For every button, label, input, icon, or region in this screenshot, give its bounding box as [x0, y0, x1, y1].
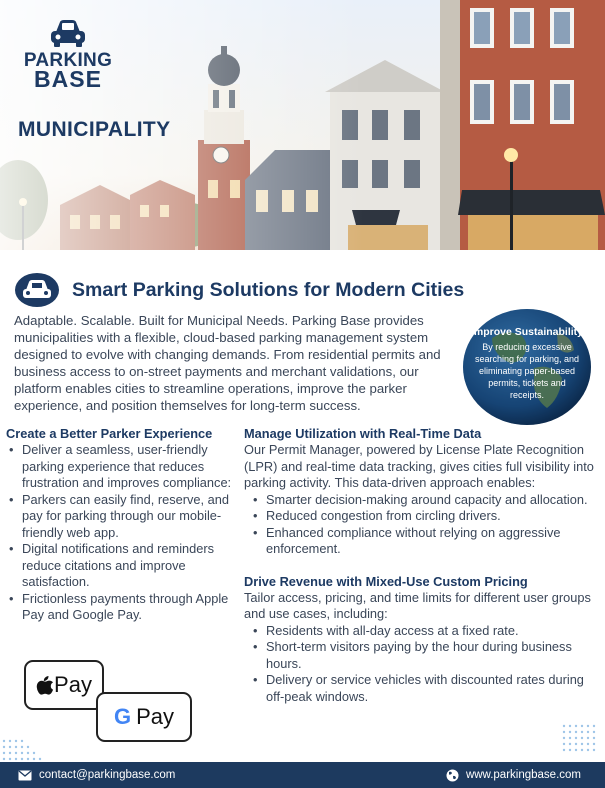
footer-website-text: www.parkingbase.com: [465, 769, 581, 781]
intro-paragraph: Adaptable. Scalable. Built for Municipal Needs. Parking Base provides municipalities with a flexible, cloud-based parking management system designed to evolve with changing demands. From residential permits and business access to on-street payments and merchant validations, our platform enables cities to streamline operations, improve the parker experience, and position themselves for long-term success.: [14, 313, 441, 413]
parker-heading: Create a Better Parker Experience: [6, 426, 213, 441]
list-item: • Reduced congestion from circling drivers.: [244, 508, 600, 525]
decorative-dots-right: [560, 722, 602, 758]
list-item: • Delivery or service vehicles with discounted rates during off-peak windows.: [244, 672, 600, 705]
list-item: • Enhanced compliance without relying on aggressive enforcement.: [244, 525, 600, 558]
list-item: • Smarter decision-making around capacity and allocation.: [244, 492, 600, 509]
page-title: Smart Parking Solutions for Modern Cities: [72, 278, 465, 301]
google-pay-badge: [96, 692, 192, 742]
list-item: • Frictionless payments through Apple Pay and Google Pay.: [6, 591, 234, 624]
globe-icon: [446, 769, 459, 782]
hero-banner: [0, 0, 605, 250]
parking-car-badge-icon: [14, 272, 60, 308]
envelope-icon: [18, 770, 32, 781]
sustainability-title: Improve Sustainability: [470, 326, 584, 338]
revenue-heading: Drive Revenue with Mixed-Use Custom Pricing: [244, 573, 528, 589]
parkingbase-logo: [18, 16, 118, 92]
apple-pay-label: Pay: [54, 672, 92, 697]
google-pay-label: Pay: [136, 704, 175, 729]
hero-tagline: MUNICIPALITY: [18, 118, 171, 141]
right-column: [244, 426, 600, 705]
parking-car-icon: [48, 16, 88, 50]
list-item: • Deliver a seamless, user-friendly parking experience that reduces frustration and improves compliance:: [6, 442, 234, 492]
list-item: • Short-term visitors paying by the hour during business hours.: [244, 639, 600, 672]
sustainability-globe: [462, 308, 592, 426]
list-item: • Parkers can easily find, reserve, and pay for parking through our mobile-friendly web app.: [6, 492, 234, 542]
footer-email-text: contact@parkingbase.com: [39, 769, 176, 781]
list-item: • Residents with all-day access at a fixed rate.: [244, 623, 600, 640]
apple-logo-icon: [36, 675, 54, 696]
google-g-icon: G: [113, 704, 132, 729]
revenue-intro: Tailor access, pricing, and time limits for different user groups and use cases, including:: [244, 589, 591, 621]
footer-bar: [0, 762, 605, 788]
list-item: • Digital notifications and reminders reduce citations and improve satisfaction.: [6, 541, 234, 591]
utilization-intro: Our Permit Manager, powered by License Plate Recognition (LPR) and real-time data tracking, gives cities full visibility into parking activity. This data-driven approach enables:: [244, 442, 594, 490]
footer-email[interactable]: [18, 769, 175, 781]
brand-line-1: PARKING: [23, 50, 113, 71]
utilization-heading: Manage Utilization with Real-Time Data: [244, 426, 482, 441]
sustainability-body: By reducing excessive searching for parking, and eliminating paper-based permits, tickets and receipts.: [474, 342, 580, 400]
section-title-row: [14, 272, 464, 308]
footer-website[interactable]: [446, 769, 581, 782]
parker-experience-section: [6, 426, 234, 624]
decorative-dots-left: [0, 735, 60, 763]
apple-pay-badge: [24, 660, 104, 710]
brand-line-2: BASE: [34, 66, 102, 92]
